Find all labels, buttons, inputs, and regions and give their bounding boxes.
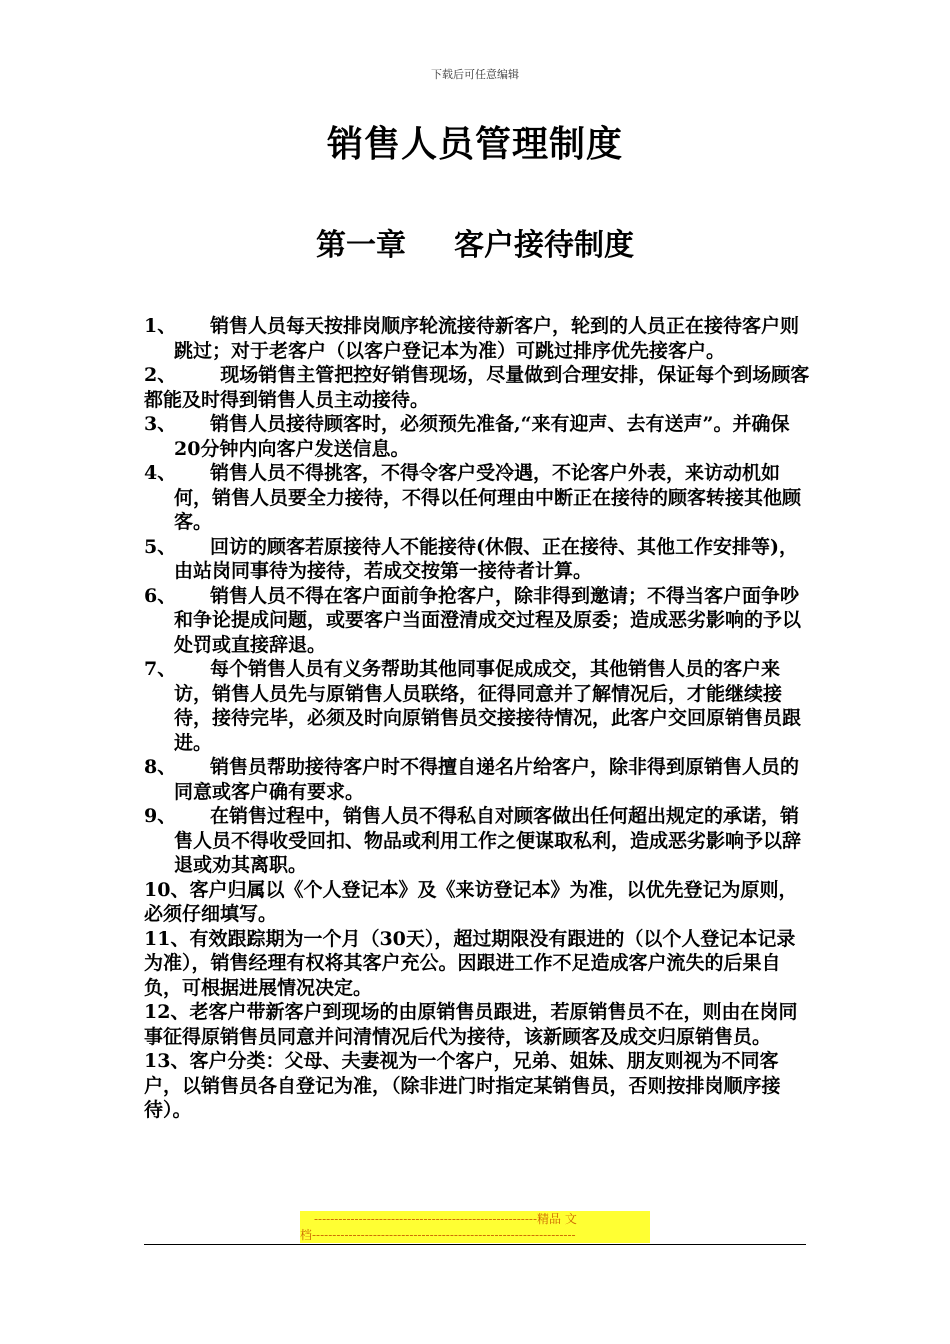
rule-item xyxy=(144,461,810,535)
rule-text: 销售人员每天按排岗顺序轮流接待新客户，轮到的人员正在接待客户则跳过；对于老客户（以客户登记本为准）可跳过排序优先接客户。 xyxy=(174,315,800,362)
rule-item xyxy=(144,535,810,584)
rule-text: 销售人员不得在客户面前争抢客户，除非得到邀请；不得当客户面争吵和争论提成问题，或要客户当面澄清成交过程及原委；造成恶劣影响的予以处罚或直接辞退。 xyxy=(174,584,802,656)
rule-item xyxy=(144,1049,810,1123)
rule-number: 2、 xyxy=(144,364,177,386)
footer-divider xyxy=(144,1244,806,1245)
rule-number: 12、 xyxy=(144,1001,190,1023)
rule-item xyxy=(144,927,810,1001)
rule-item xyxy=(144,363,810,412)
chapter-title xyxy=(0,220,950,264)
footer-line-2-text: 档----------------------------------------------------------------- xyxy=(300,1228,576,1242)
header-note: 下载后可任意编辑 xyxy=(431,68,519,81)
chapter-number: 第一章 xyxy=(316,228,406,263)
rule-number: 1、 xyxy=(144,315,177,337)
footer-line-1 xyxy=(300,1211,650,1227)
rule-item xyxy=(144,314,810,363)
rule-item xyxy=(144,584,810,658)
rule-number: 6、 xyxy=(144,584,177,607)
rule-number: 8、 xyxy=(144,756,177,778)
rule-number: 4、 xyxy=(144,462,177,484)
rule-item xyxy=(144,412,810,461)
rule-text: 客户归属以《个人登记本》及《来访登记本》为准，以优先登记为原则，必须仔细填写。 xyxy=(144,878,798,925)
rule-item xyxy=(144,804,810,878)
rule-text: 销售人员接待顾客时，必须预先准备,“来有迎声、去有送声”。并确保20分钟内向客户发送信息。 xyxy=(174,413,790,460)
rule-item xyxy=(144,878,810,927)
rule-number: 7、 xyxy=(144,658,177,680)
rule-text: 在销售过程中，销售人员不得私自对顾客做出任何超出规定的承诺，销售人员不得收受回扣、物品或利用工作之便谋取私利，造成恶劣影响予以辞退或劝其离职。 xyxy=(174,805,802,876)
footer-line-1-text: -------------------------------------------------------精品 文 xyxy=(314,1212,577,1226)
rule-number: 9、 xyxy=(144,805,177,827)
document-title: 销售人员管理制度 xyxy=(326,124,623,165)
chapter-name: 客户接待制度 xyxy=(454,228,634,263)
rule-number: 3、 xyxy=(144,413,177,435)
footer-watermark xyxy=(300,1211,650,1243)
rule-item xyxy=(144,657,810,755)
rule-text: 每个销售人员有义务帮助其他同事促成成交，其他销售人员的客户来访，销售人员先与原销售人员联络，征得同意并了解情况后，才能继续接待，接待完毕，必须及时向原销售员交接接待情况，此客户交回原销售员跟进。 xyxy=(174,658,802,754)
rule-text: 客户分类：父母、夫妻视为一个客户，兄弟、姐妹、朋友则视为不同客户，以销售员各自登记为准，（除非进门时指定某销售员，否则按排岗顺序接待）。 xyxy=(144,1050,781,1121)
rule-number: 13、 xyxy=(144,1050,190,1072)
rule-text: 销售员帮助接待客户时不得擅自递名片给客户，除非得到原销售人员的同意或客户确有要求。 xyxy=(174,756,800,803)
rule-text: 销售人员不得挑客，不得令客户受冷遇，不论客户外表，来访动机如何，销售人员要全力接待，不得以任何理由中断正在接待的顾客转接其他顾客。 xyxy=(174,462,802,533)
footer-line-2 xyxy=(300,1227,650,1243)
rule-number: 10、 xyxy=(144,878,190,901)
rule-text: 有效跟踪期为一个月（30天），超过期限没有跟进的（以个人登记本记录为准），销售经理有权将其客户充公。因跟进工作不足造成客户流失的后果自负，可根据进展情况决定。 xyxy=(144,927,796,999)
rules-list xyxy=(144,314,810,1123)
rule-text: 回访的顾客若原接待人不能接待(休假、正在接待、其他工作安排等)，由站岗同事待为接待，若成交按第一接待者计算。 xyxy=(174,535,798,582)
rule-text: 老客户带新客户到现场的由原销售员跟进，若原销售员不在，则由在岗同事征得原销售员同意并问清情况后代为接待，该新顾客及成交归原销售员。 xyxy=(144,1001,798,1048)
rule-number: 11、 xyxy=(144,927,190,950)
rule-text: 现场销售主管把控好销售现场，尽量做到合理安排，保证每个到场顾客都能及时得到销售人员主动接待。 xyxy=(144,364,810,411)
rule-item xyxy=(144,1000,810,1049)
rule-number: 5、 xyxy=(144,535,177,558)
rule-item xyxy=(144,755,810,804)
